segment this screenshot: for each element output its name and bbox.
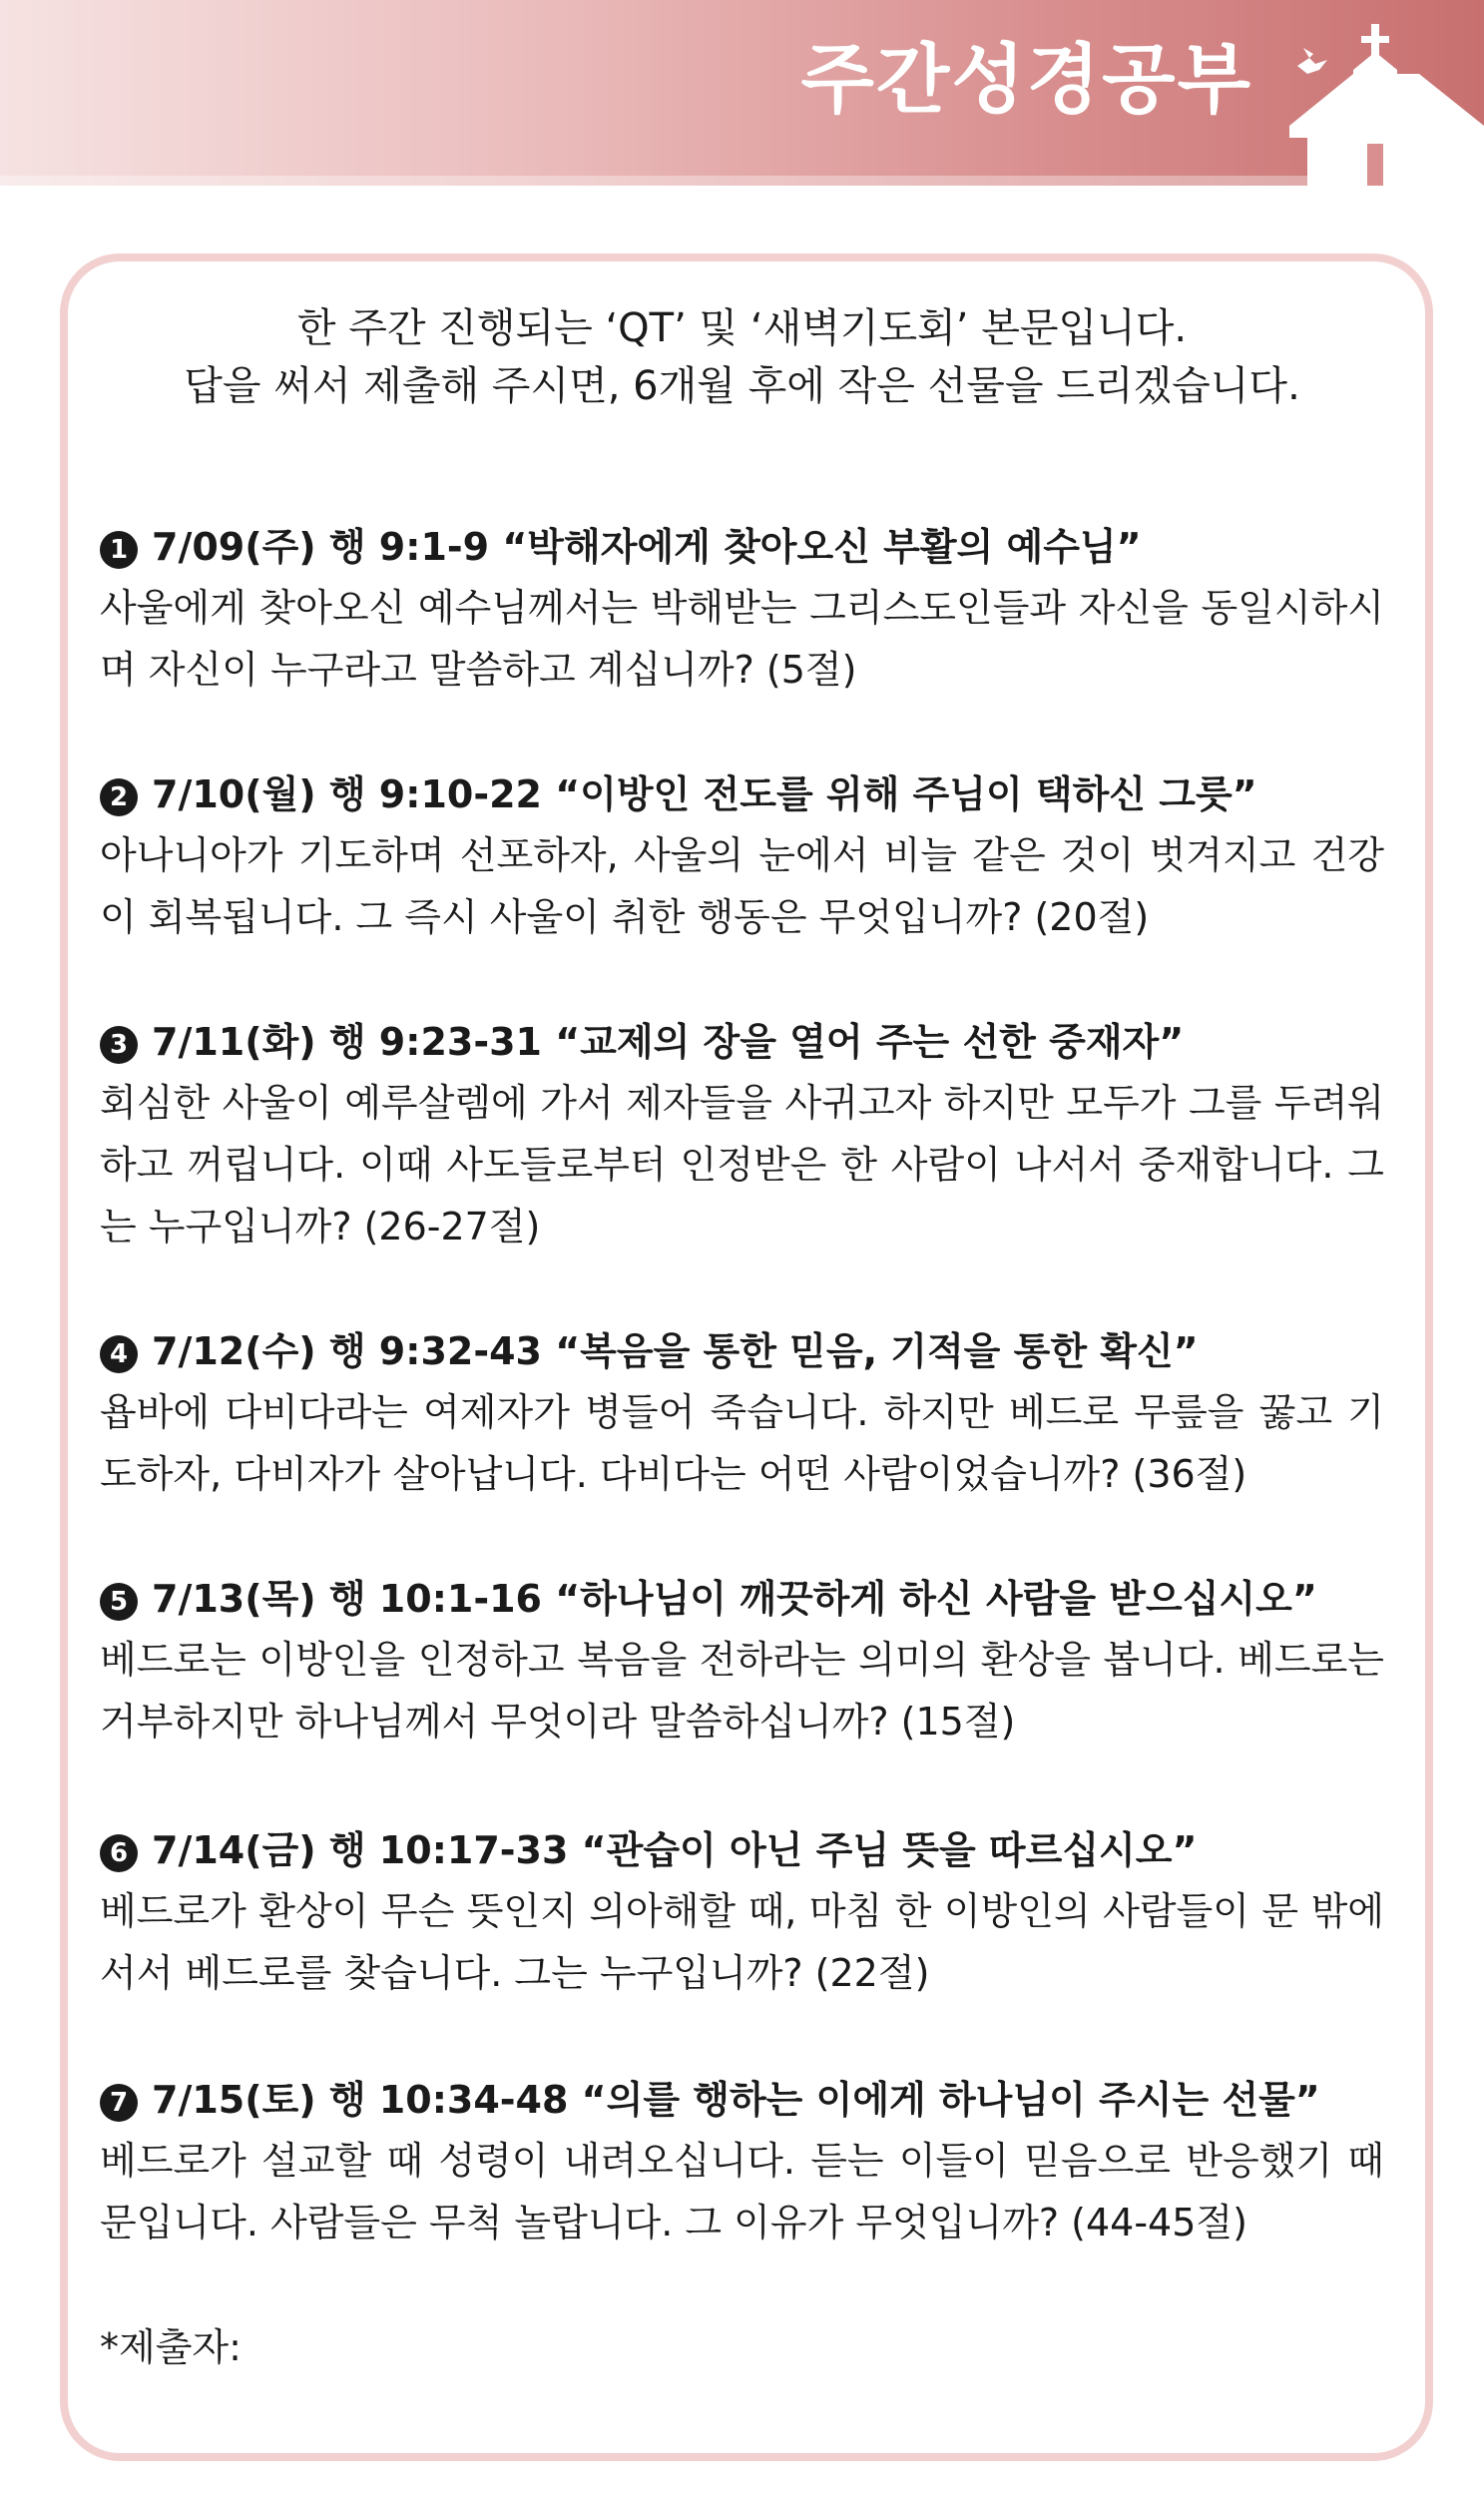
study-item-title <box>100 517 1384 577</box>
study-item-question: 아나니아가 기도하며 선포하자, 사울의 눈에서 비늘 같은 것이 벗겨지고 건강이 회복됩니다. 그 즉시 사울이 취한 행동은 무엇입니까? (20절) <box>100 833 1384 939</box>
study-item-heading: 7/12(수) 행 9:32-43 “복음을 통한 믿음, 기적을 통한 확신” <box>152 1329 1199 1373</box>
study-item-4 <box>100 1321 1384 1505</box>
study-item-3 <box>100 1012 1384 1257</box>
intro-line-2: 답을 써서 제출해 주시면, 6개월 후에 작은 선물을 드리겠습니다. <box>184 363 1300 409</box>
study-item-title <box>100 764 1384 824</box>
study-item-question: 베드로는 이방인을 인정하고 복음을 전하라는 의미의 환상을 봅니다. 베드로는 거부하지만 하나님께서 무엇이라 말씀하십니까? (15절) <box>100 1638 1384 1744</box>
study-item-6 <box>100 1820 1384 2004</box>
number-badge-icon: 2 <box>100 778 138 816</box>
header-divider <box>0 176 1484 186</box>
study-item-1 <box>100 517 1384 701</box>
study-item-title <box>100 1820 1384 1880</box>
number-badge-icon: 5 <box>100 1583 138 1621</box>
study-item-title <box>100 1012 1384 1072</box>
study-item-question: 회심한 사울이 예루살렘에 가서 제자들을 사귀고자 하지만 모두가 그를 두려워하고 꺼립니다. 이때 사도들로부터 인정받은 한 사람이 나서서 중재합니다. 그는 누구입니까? (26-27절) <box>100 1081 1384 1249</box>
study-item-title <box>100 2070 1384 2130</box>
study-item-heading: 7/14(금) 행 10:17-33 “관습이 아닌 주님 뜻을 따르십시오” <box>152 1828 1198 1872</box>
study-item-title <box>100 1321 1384 1381</box>
number-badge-icon: 1 <box>100 531 138 569</box>
study-item-5 <box>100 1569 1384 1752</box>
number-badge-icon: 6 <box>100 1834 138 1872</box>
study-item-heading: 7/11(화) 행 9:23-31 “교제의 장을 열어 주는 선한 중재자” <box>152 1020 1185 1064</box>
study-item-title <box>100 1569 1384 1629</box>
study-item-heading: 7/10(월) 행 9:10-22 “이방인 전도를 위해 주님이 택하신 그릇” <box>152 772 1257 816</box>
number-badge-icon: 3 <box>100 1026 138 1064</box>
intro-line-1: 한 주간 진행되는 ‘QT’ 및 ‘새벽기도회’ 본문입니다. <box>296 305 1188 351</box>
number-badge-icon: 4 <box>100 1335 138 1373</box>
study-item-question: 욥바에 다비다라는 여제자가 병들어 죽습니다. 하지만 베드로 무릎을 꿇고 기도하자, 다비자가 살아납니다. 다비다는 어떤 사람이었습니까? (36절) <box>100 1390 1384 1496</box>
number-badge-icon: 7 <box>100 2084 138 2122</box>
page-title: 주간성경공부 <box>800 35 1252 124</box>
church-icon <box>1269 14 1484 186</box>
study-item-question: 베드로가 환상이 무슨 뜻인지 의아해할 때, 마침 한 이방인의 사람들이 문 밖에서서 베드로를 찾습니다. 그는 누구입니까? (22절) <box>100 1889 1384 1995</box>
study-item-question: 베드로가 설교할 때 성령이 내려오십니다. 듣는 이들이 믿음으로 반응했기 때문입니다. 사람들은 무척 놀랍니다. 그 이유가 무엇입니까? (44-45절) <box>100 2139 1384 2245</box>
study-item-7 <box>100 2070 1384 2253</box>
study-item-heading: 7/09(주) 행 9:1-9 “박해자에게 찾아오신 부활의 예수님” <box>152 525 1142 569</box>
submitter-label[interactable]: *제출자: <box>100 2325 242 2369</box>
study-item-2 <box>100 764 1384 948</box>
study-item-question: 사울에게 찾아오신 예수님께서는 박해받는 그리스도인들과 자신을 동일시하시며 자신이 누구라고 말씀하고 계십니까? (5절) <box>100 586 1384 692</box>
study-item-heading: 7/13(목) 행 10:1-16 “하나님이 깨끗하게 하신 사람을 받으십시오” <box>152 1577 1317 1621</box>
header-banner <box>0 0 1484 186</box>
intro <box>100 299 1384 415</box>
study-item-heading: 7/15(토) 행 10:34-48 “의를 행하는 이에게 하나님이 주시는 선물” <box>152 2078 1320 2122</box>
